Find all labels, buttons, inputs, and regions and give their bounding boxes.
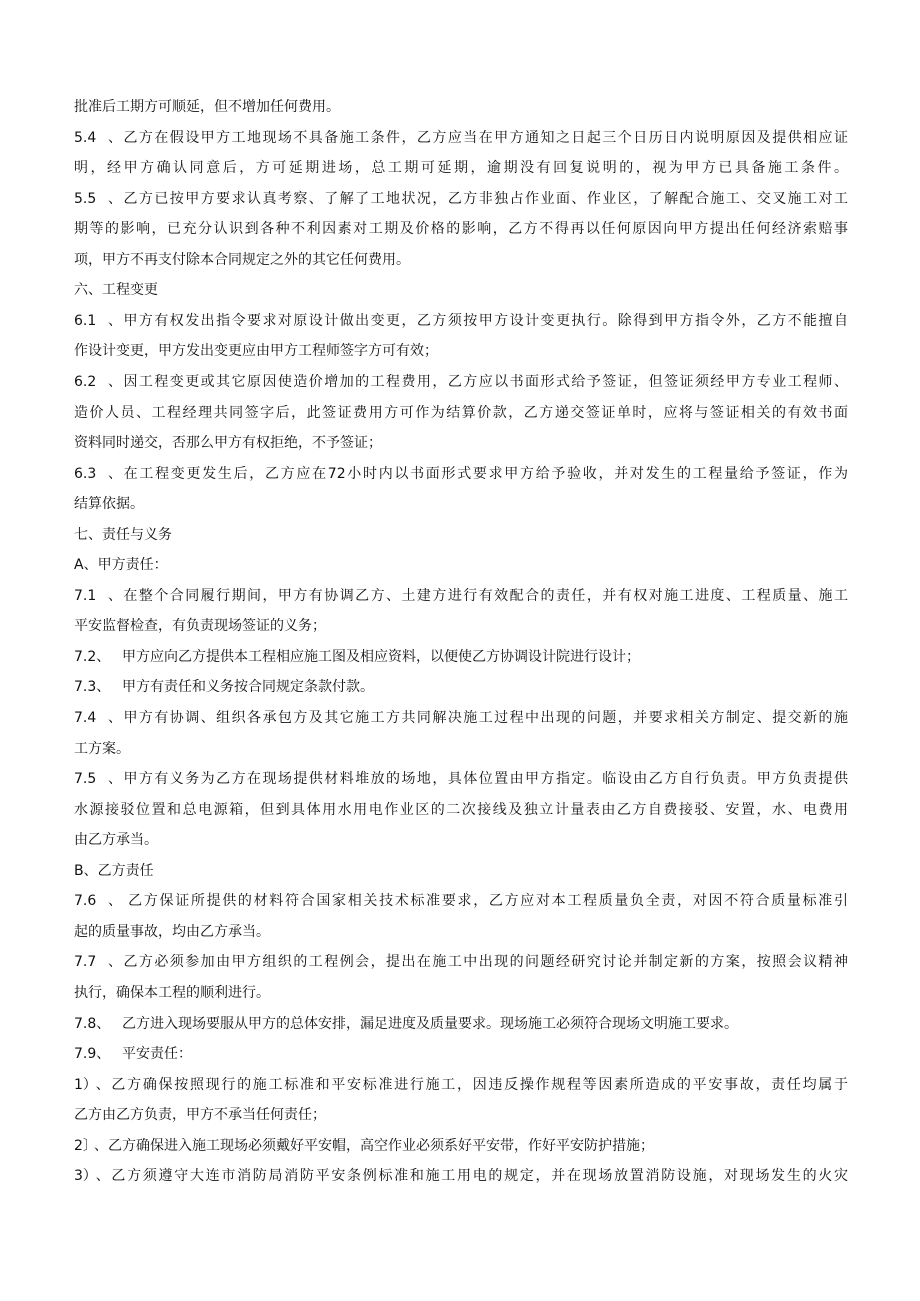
text-line [74, 249, 848, 271]
clause-number: 7.2、 [74, 648, 111, 665]
text-line [74, 188, 848, 210]
clause-text: 在工程变更发生后，乙方应在72小时内以书面形式要求甲方给予验收，并对发生的工程量给予签证，作为 [122, 465, 848, 482]
clause-number: 6.3、 [74, 465, 122, 482]
text-line [74, 1074, 848, 1096]
text-line [74, 371, 848, 393]
clause-text: 乙方已按甲方要求认真考察、了解了工地状况，乙方非独占作业面、作业区，了解配合施工、交叉施工对工 [122, 190, 848, 207]
clause-text: 执行，确保本工程的顺利进行。 [74, 984, 270, 1001]
clause-number: 2〕 [74, 1137, 97, 1154]
clause-text: 乙方必须参加由甲方组织的工程例会，提出在施工中出现的问题经研究讨论并制定新的方案，按照会议精神 [122, 954, 848, 971]
text-line [74, 799, 848, 821]
text-line [74, 890, 848, 912]
text-line [74, 432, 848, 454]
text-line [74, 646, 848, 668]
text-line [74, 1043, 848, 1065]
clause-text: 乙方进入现场要服从甲方的总体安排，漏足进度及质量要求。现场施工必须符合现场文明施工要求。 [122, 1015, 738, 1032]
text-line [74, 554, 848, 576]
clause-number: 7.7、 [74, 954, 122, 971]
clause-text: 平安责任： [122, 1046, 192, 1063]
clause-number: 7.6、 [74, 893, 122, 910]
text-line [74, 615, 848, 637]
text-line [74, 463, 848, 485]
clause-number: 7.9、 [74, 1046, 111, 1063]
text-line [74, 310, 848, 332]
clause-text: 项，甲方不再支付除本合同规定之外的其它任何费用。 [74, 251, 410, 268]
text-line [74, 585, 848, 607]
clause-number: 1） [74, 1076, 97, 1093]
text-line [74, 340, 848, 362]
clause-text: 期等的影响，已充分认识到各种不利因素对工期及价格的影响，乙方不得再以任何原因向甲方提出任何经济索赔事 [74, 221, 848, 238]
clause-text: 批准后工期方可顺延，但不增加任何费用。 [74, 99, 340, 115]
clause-text: 工方案。 [74, 740, 130, 757]
clause-number: 3） [74, 1168, 97, 1185]
clause-number: 7.8、 [74, 1015, 111, 1032]
text-line [74, 1013, 848, 1035]
text-line [74, 402, 848, 424]
clause-text: 资料同时递交，否那么甲方有权拒绝，不予签证； [74, 435, 382, 452]
text-line [74, 157, 848, 179]
text-line [74, 738, 848, 760]
clause-text: A、甲方责任： [74, 557, 168, 574]
clause-text: 在整个合同履行期间，甲方有协调乙方、土建方进行有效配合的责任，并有权对施工进度、工程质量、施工 [122, 587, 848, 604]
clause-number: 7.1、 [74, 587, 122, 604]
clause-number: 5.5、 [74, 190, 122, 207]
text-line [74, 524, 848, 546]
clause-text: 、乙方须遵守大连市消防局消防平安条例标准和施工用电的规定，并在现场放置消防设施，对现场发生的火灾 [94, 1168, 848, 1185]
clause-text: 甲方有权发出指令要求对原设计做出变更，乙方须按甲方设计变更执行。除得到甲方指令外，乙方不能擅自 [122, 312, 848, 329]
clause-text: 明，经甲方确认同意后，方可延期进场，总工期可延期，逾期没有回复说明的，视为甲方已具备施工条件。 [74, 160, 848, 177]
clause-text: 六、工程变更 [74, 282, 158, 299]
text-line [74, 829, 848, 851]
clause-text: 甲方有协调、组织各承包方及其它施工方共同解决施工过程中出现的问题，并要求相关方制定、提交新的施 [122, 710, 848, 726]
clause-text: 甲方有义务为乙方在现场提供材料堆放的场地，具体位置由甲方指定。临设由乙方自行负责。甲方负责提供 [122, 771, 848, 788]
text-line [74, 921, 848, 943]
text-line [74, 493, 848, 515]
clause-text: B、乙方责任 [74, 862, 154, 879]
clause-text: 、乙方确保进入施工现场必须戴好平安帽，高空作业必须系好平安带，作好平安防护措施； [94, 1137, 654, 1154]
text-line [74, 1135, 848, 1157]
text-line [74, 279, 848, 301]
clause-text: 乙方保证所提供的材料符合国家相关技术标准要求，乙方应对本工程质量负全责，对因不符合质量标准引 [122, 893, 848, 910]
clause-number: 7.4、 [74, 710, 122, 726]
text-line [74, 1104, 848, 1126]
text-line [74, 860, 848, 882]
text-line [74, 218, 848, 240]
text-line [74, 96, 848, 118]
text-line [74, 707, 848, 729]
clause-number: 6.2、 [74, 373, 122, 390]
clause-number: 5.4、 [74, 129, 122, 146]
clause-text: 起的质量事故，均由乙方承当。 [74, 923, 270, 940]
clause-text: 作设计变更，甲方发出变更应由甲方工程师签字方可有效； [74, 343, 438, 360]
clause-text: 甲方有责任和义务按合同规定条款付款。 [122, 679, 374, 696]
clause-number: 6.1、 [74, 312, 122, 329]
text-line [74, 768, 848, 790]
clause-text: 因工程变更或其它原因使造价增加的工程费用，乙方应以书面形式给予签证，但签证须经甲方专业工程师、 [122, 373, 848, 390]
clause-text: 平安监督检查，有负责现场签证的义务； [74, 618, 326, 635]
text-line [74, 1165, 848, 1187]
text-line [74, 127, 848, 149]
clause-number: 7.5、 [74, 771, 122, 788]
text-line [74, 676, 848, 698]
clause-text: 乙方在假设甲方工地现场不具备施工条件，乙方应当在甲方通知之日起三个日历日内说明原因及提供相应证 [122, 129, 848, 146]
clause-text: 、乙方确保按照现行的施工标准和平安标准进行施工，因违反操作规程等因素所造成的平安事故，责任均属于 [94, 1076, 848, 1093]
clause-text: 由乙方承当。 [74, 832, 158, 849]
text-line [74, 951, 848, 973]
clause-text: 甲方应向乙方提供本工程相应施工图及相应资料，以便使乙方协调设计院进行设计； [122, 648, 640, 665]
clause-text: 造价人员、工程经理共同签字后，此签证费用方可作为结算价款，乙方递交签证单时，应将与签证相关的有效书面 [74, 404, 848, 421]
clause-text: 水源接驳位置和总电源箱，但到具体用水用电作业区的二次接线及独立计量表由乙方自费接驳、安置，水、电费用 [74, 801, 848, 818]
clause-text: 乙方由乙方负责，甲方不承当任何责任； [74, 1107, 326, 1124]
clause-number: 7.3、 [74, 679, 111, 696]
text-line [74, 982, 848, 1004]
clause-text: 结算依据。 [74, 496, 144, 513]
clause-text: 七、责任与义务 [74, 526, 172, 543]
